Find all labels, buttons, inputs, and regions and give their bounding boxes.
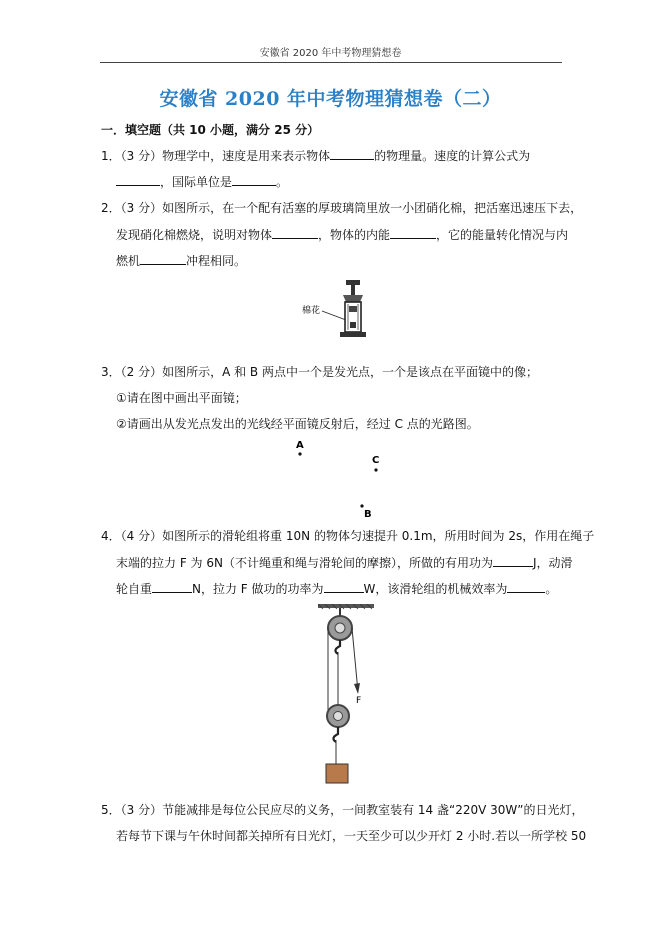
rope-free-end	[352, 628, 358, 692]
cotton-pointer	[322, 311, 346, 320]
movable-pulley-hook	[333, 727, 338, 742]
q4-text-b: J，动滑	[532, 556, 573, 570]
fixed-pulley-hook	[335, 640, 340, 654]
point-b-label: B	[364, 509, 372, 520]
q4-text-c: 轮自重	[116, 582, 153, 596]
q3-line-2: ①请在图中画出平面镜；	[116, 391, 247, 405]
q5-line-2: 若每节下课与午休时间都关掉所有日光灯，一天至少可以少开灯 2 小时.若以一所学校 50	[116, 829, 587, 843]
q1-line-2	[116, 173, 288, 190]
pulley-system-figure	[310, 604, 380, 786]
ceiling	[318, 604, 374, 608]
point-b	[360, 504, 363, 507]
force-arrow	[354, 683, 360, 694]
q1-blank-2[interactable]	[116, 173, 160, 186]
q4-text-f: 。	[545, 582, 558, 596]
point-c-label: C	[372, 455, 380, 466]
point-a	[298, 452, 301, 455]
q4-line-3	[116, 580, 557, 597]
q2-line-1: 2．（3 分）如图所示，在一个配有活塞的厚玻璃筒里放一小团硝化棉，把活塞迅速压下去，	[101, 201, 583, 215]
point-c	[374, 468, 377, 471]
q1-text-c: ，国际单位是	[160, 175, 233, 189]
q4-line-2	[116, 554, 573, 571]
q4-blank-4[interactable]	[507, 580, 545, 593]
q4-text-a: 末端的拉力 F 为 6N（不计绳重和绳与滑轮间的摩擦），所做的有用功为	[116, 556, 493, 570]
q2-blank-1[interactable]	[272, 226, 318, 239]
q2-line-3	[116, 252, 246, 269]
q4-text-d: N，拉力 F 做功的功率为	[192, 582, 324, 596]
q2-text-c: ，它的能量转化情况与内	[436, 228, 569, 242]
page-header: 安徽省 2020 年中考物理猜想卷	[259, 48, 402, 59]
piston-rod	[351, 285, 355, 295]
piston-handle	[346, 280, 360, 285]
header-divider	[100, 62, 562, 63]
load-block	[326, 764, 348, 783]
q1-text-d: 。	[276, 175, 289, 189]
q2-line-2	[116, 226, 568, 243]
cotton-ball	[350, 322, 356, 328]
mirror-points-figure	[280, 436, 400, 522]
q1-text-a: 1．（3 分）物理学中，速度是用来表示物体	[101, 149, 331, 163]
q2-text-e: 冲程相同。	[186, 254, 247, 268]
q3-line-3: ②请画出从发光点发出的光线经平面镜反射后，经过 C 点的光路图。	[116, 417, 479, 431]
q4-blank-2[interactable]	[152, 580, 192, 593]
point-a-label: A	[296, 440, 304, 451]
q2-text-d: 燃机	[116, 254, 141, 268]
q2-blank-2[interactable]	[390, 226, 436, 239]
q1-text-b: 的物理量。速度的计算公式为	[374, 149, 531, 163]
piston-cap	[343, 295, 363, 302]
q1-blank-3[interactable]	[232, 173, 276, 186]
q4-text-e: W，该滑轮组的机械效率为	[363, 582, 508, 596]
q1-line-1	[101, 147, 530, 164]
q2-blank-3[interactable]	[140, 252, 186, 265]
q1-blank-1[interactable]	[330, 147, 374, 160]
cylinder-base	[340, 332, 366, 337]
cotton-label: 棉花	[302, 306, 321, 316]
section-heading: 一．填空题（共 10 小题，满分 25 分）	[101, 123, 320, 137]
q2-text-b: ，物体的内能	[318, 228, 391, 242]
force-label: F	[356, 696, 362, 706]
q3-line-1: 3．（2 分）如图所示，A 和 B 两点中一个是发光点，一个是该点在平面镜中的像；	[101, 365, 538, 379]
page-title: 安徽省 2020 年中考物理猜想卷（二）	[159, 88, 502, 110]
q4-blank-1[interactable]	[493, 554, 533, 567]
q2-text-a: 发现硝化棉燃烧，说明对物体	[116, 228, 273, 242]
piston-head	[349, 306, 357, 312]
q5-line-1: 5．（3 分）节能减排是每位公民应尽的义务，一间教室装有 14 盏“220V 30W”的日光灯，	[101, 803, 584, 817]
q4-blank-3[interactable]	[324, 580, 364, 593]
piston-cylinder-figure	[300, 276, 372, 342]
q4-line-1: 4．（4 分）如图所示的滑轮组将重 10N 的物体匀速提升 0.1m，所用时间为 2s，作用在绳子	[101, 529, 595, 543]
